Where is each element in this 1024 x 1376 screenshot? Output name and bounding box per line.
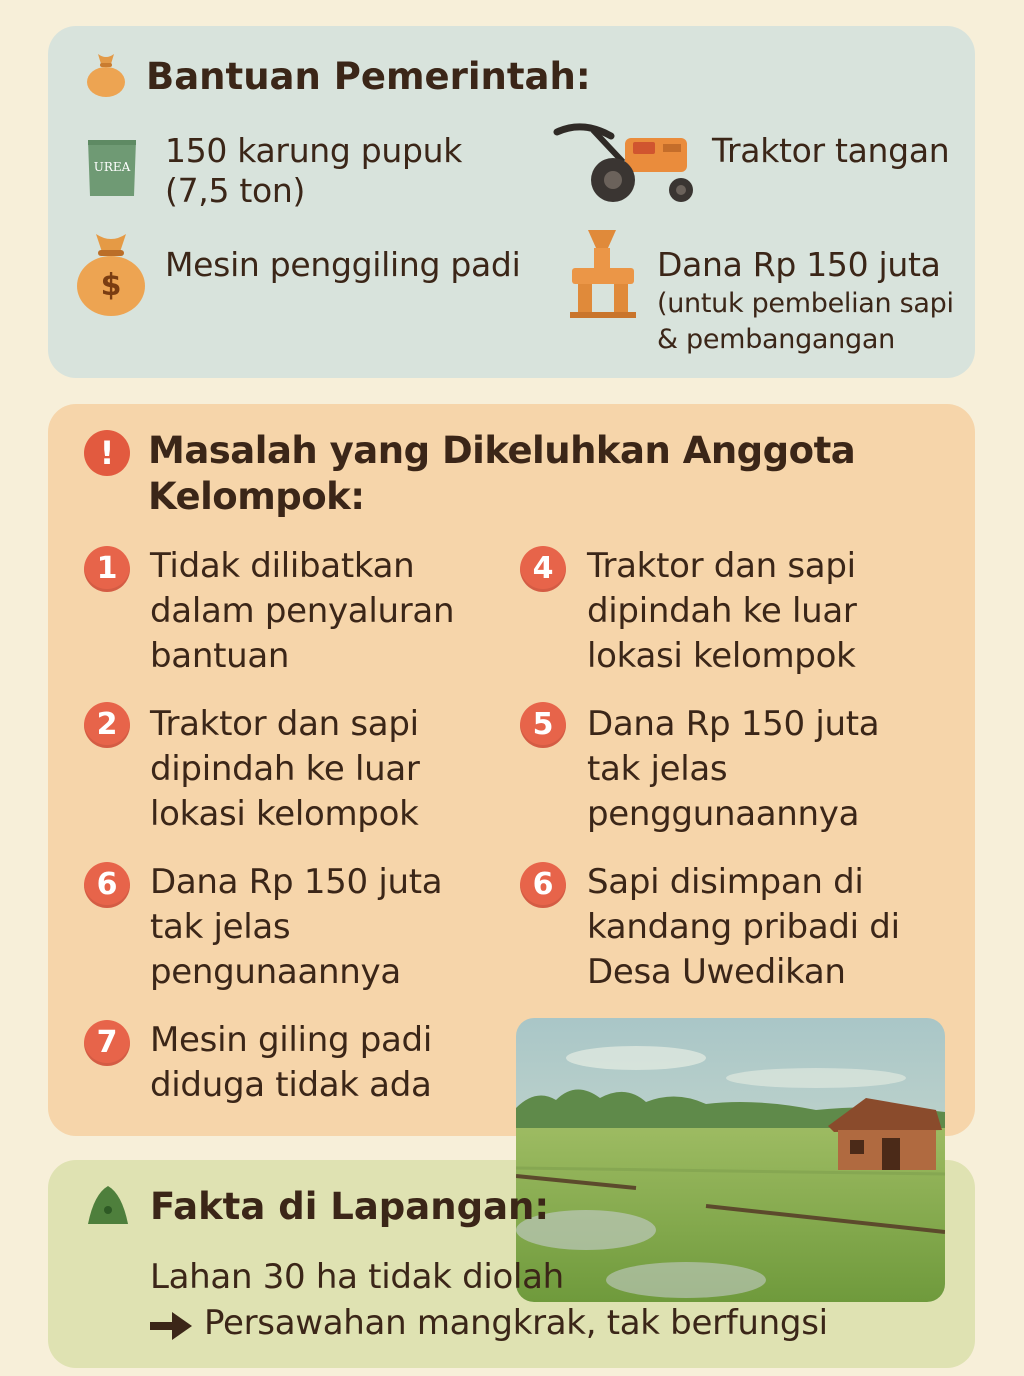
complaint-item-text: Traktor dan sapi dipindah ke luar lokasi kelompok: [150, 704, 420, 834]
exclamation-icon: !: [84, 430, 130, 476]
aid-item-fund-line2: (untuk pembelian sapi: [657, 288, 954, 319]
aid-item-rice-mill: Mesin penggiling padi: [165, 245, 521, 284]
money-bag-small-icon: [84, 50, 128, 98]
aid-item-fertilizer-line2: (7,5 ton): [165, 171, 306, 210]
complaint-item-text: Dana Rp 150 juta tak jelas penggunaannya: [587, 704, 880, 834]
facts-heading: Fakta di Lapangan:: [150, 1185, 550, 1228]
abandoned-rice-field-illustration: [516, 1018, 945, 1302]
fertilizer-sack-label: UREA: [93, 160, 131, 174]
complaint-number-badge: 4: [520, 546, 566, 592]
aid-item-fertilizer-line1: 150 karung pupuk: [165, 131, 463, 170]
aid-item-tractor: Traktor tangan: [712, 131, 950, 170]
facts-line1: Lahan 30 ha tidak diolah: [150, 1257, 564, 1297]
complaint-number-badge: 6: [84, 862, 130, 908]
rice-mill-icon: [568, 228, 638, 320]
money-bag-icon: [74, 230, 148, 318]
complaints-heading-line2: Kelompok:: [148, 475, 365, 518]
facts-line2: Persawahan mangkrak, tak berfungsi: [204, 1303, 828, 1343]
rice-pile-icon: [84, 1180, 132, 1228]
complaint-number-badge: 6: [520, 862, 566, 908]
complaint-item-text: Mesin giling padi diduga tidak ada: [150, 1020, 432, 1105]
aid-heading: Bantuan Pemerintah:: [146, 55, 591, 98]
complaint-item-text: Traktor dan sapi dipindah ke luar lokasi kelompok: [587, 546, 857, 676]
complaint-number-badge: 1: [84, 546, 130, 592]
complaint-item-text: Tidak dilibatkan dalam penyaluran bantuan: [150, 546, 455, 676]
complaint-number-badge: 7: [84, 1020, 130, 1066]
arrow-right-icon: [150, 1310, 194, 1342]
complaint-number-badge: 5: [520, 702, 566, 748]
complaint-number-badge: 2: [84, 702, 130, 748]
money-bag-symbol: $: [100, 268, 122, 303]
fertilizer-sack-icon: [84, 136, 140, 200]
hand-tractor-icon: [553, 118, 698, 208]
complaint-item-text: Sapi disimpan di kandang pribadi di Desa Uwedikan: [587, 862, 900, 992]
complaint-item-text: Dana Rp 150 juta tak jelas pengunaannya: [150, 862, 443, 992]
complaints-heading-line1: Masalah yang Dikeluhkan Anggota: [148, 429, 856, 472]
aid-item-fund-line1: Dana Rp 150 juta: [657, 245, 941, 284]
aid-item-fund-line3: & pembangangan: [657, 324, 895, 355]
